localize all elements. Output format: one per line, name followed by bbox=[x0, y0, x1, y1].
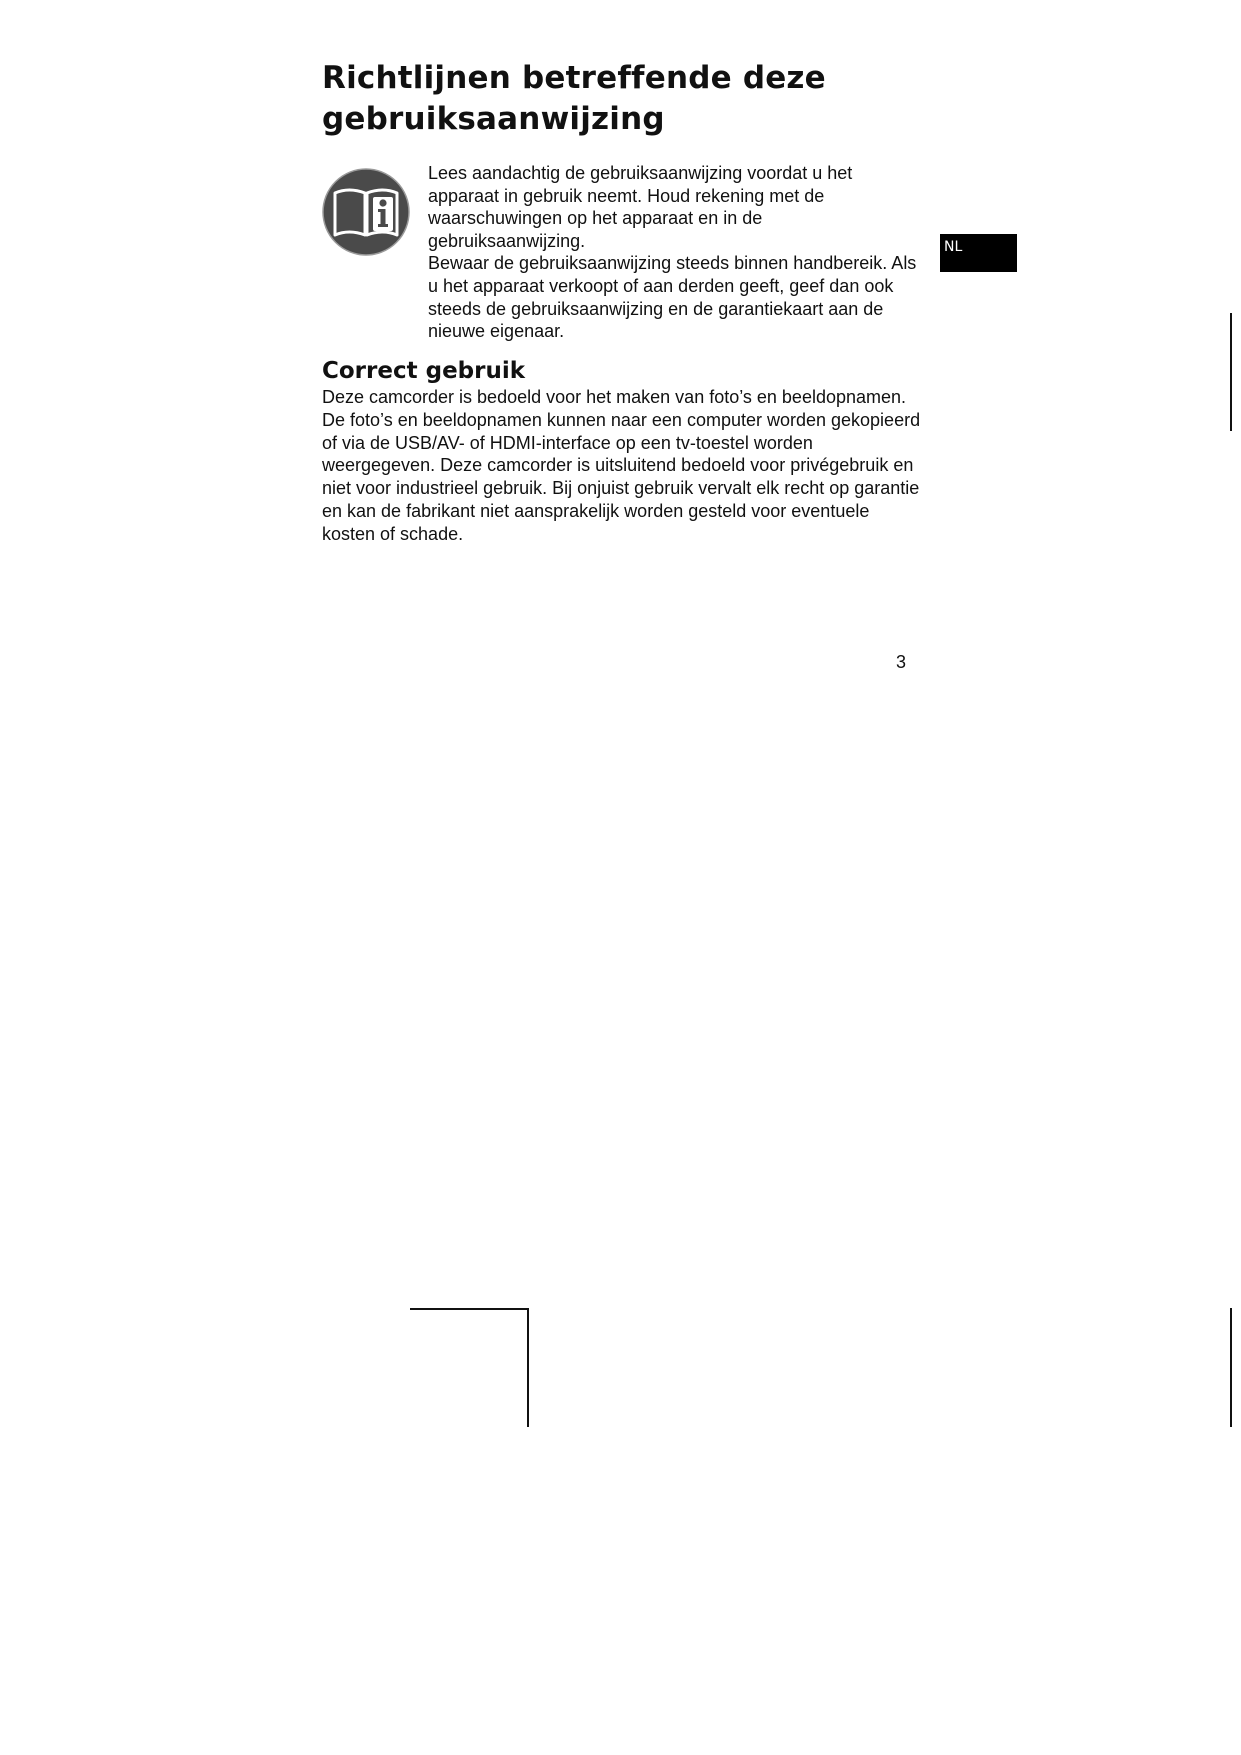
language-tab: NL bbox=[940, 234, 1017, 272]
page-number: 3 bbox=[896, 652, 907, 672]
section-heading: Correct gebruik bbox=[322, 358, 526, 384]
crop-mark bbox=[410, 1308, 528, 1310]
section-body: Deze camcorder is bedoeld voor het maken van foto’s en beeldopnamen. De foto’s en beeldopnamen kunnen naar een computer worden gekopieerd of via de USB/AV- of HDMI-interface op een tv-toestel worden weergegeven. Deze camcorder is uitsluitend bedoeld voor privégebruik en niet voor industrieel gebruik. Bij onjuist gebruik vervalt elk recht op garantie en kan de fabrikant niet aansprakelijk worden gesteld voor eventuele kosten of schade. bbox=[322, 387, 921, 544]
crop-mark bbox=[1230, 1308, 1232, 1427]
intro-paragraph: Bewaar de gebruiksaanwijzing steeds binnen handbereik. Als u het apparaat verkoopt of aan derden geeft, geef dan ook steeds de gebruiksaanwijzing en de garantiekaart aan de nieuwe eigenaar. bbox=[428, 253, 917, 342]
intro-paragraph: Lees aandachtig de gebruiksaanwijzing voordat u het apparaat in gebruik neemt. Houd rekening met de waarschuwingen op het apparaat en in de gebruiksaanwijzing. bbox=[428, 163, 853, 251]
page-title: Richtlijnen betreffende deze gebruiksaanwijzing bbox=[322, 60, 826, 137]
crop-mark bbox=[527, 1308, 529, 1427]
manual-info-icon bbox=[322, 168, 410, 256]
intro-text bbox=[428, 162, 918, 343]
crop-mark bbox=[1230, 313, 1232, 431]
